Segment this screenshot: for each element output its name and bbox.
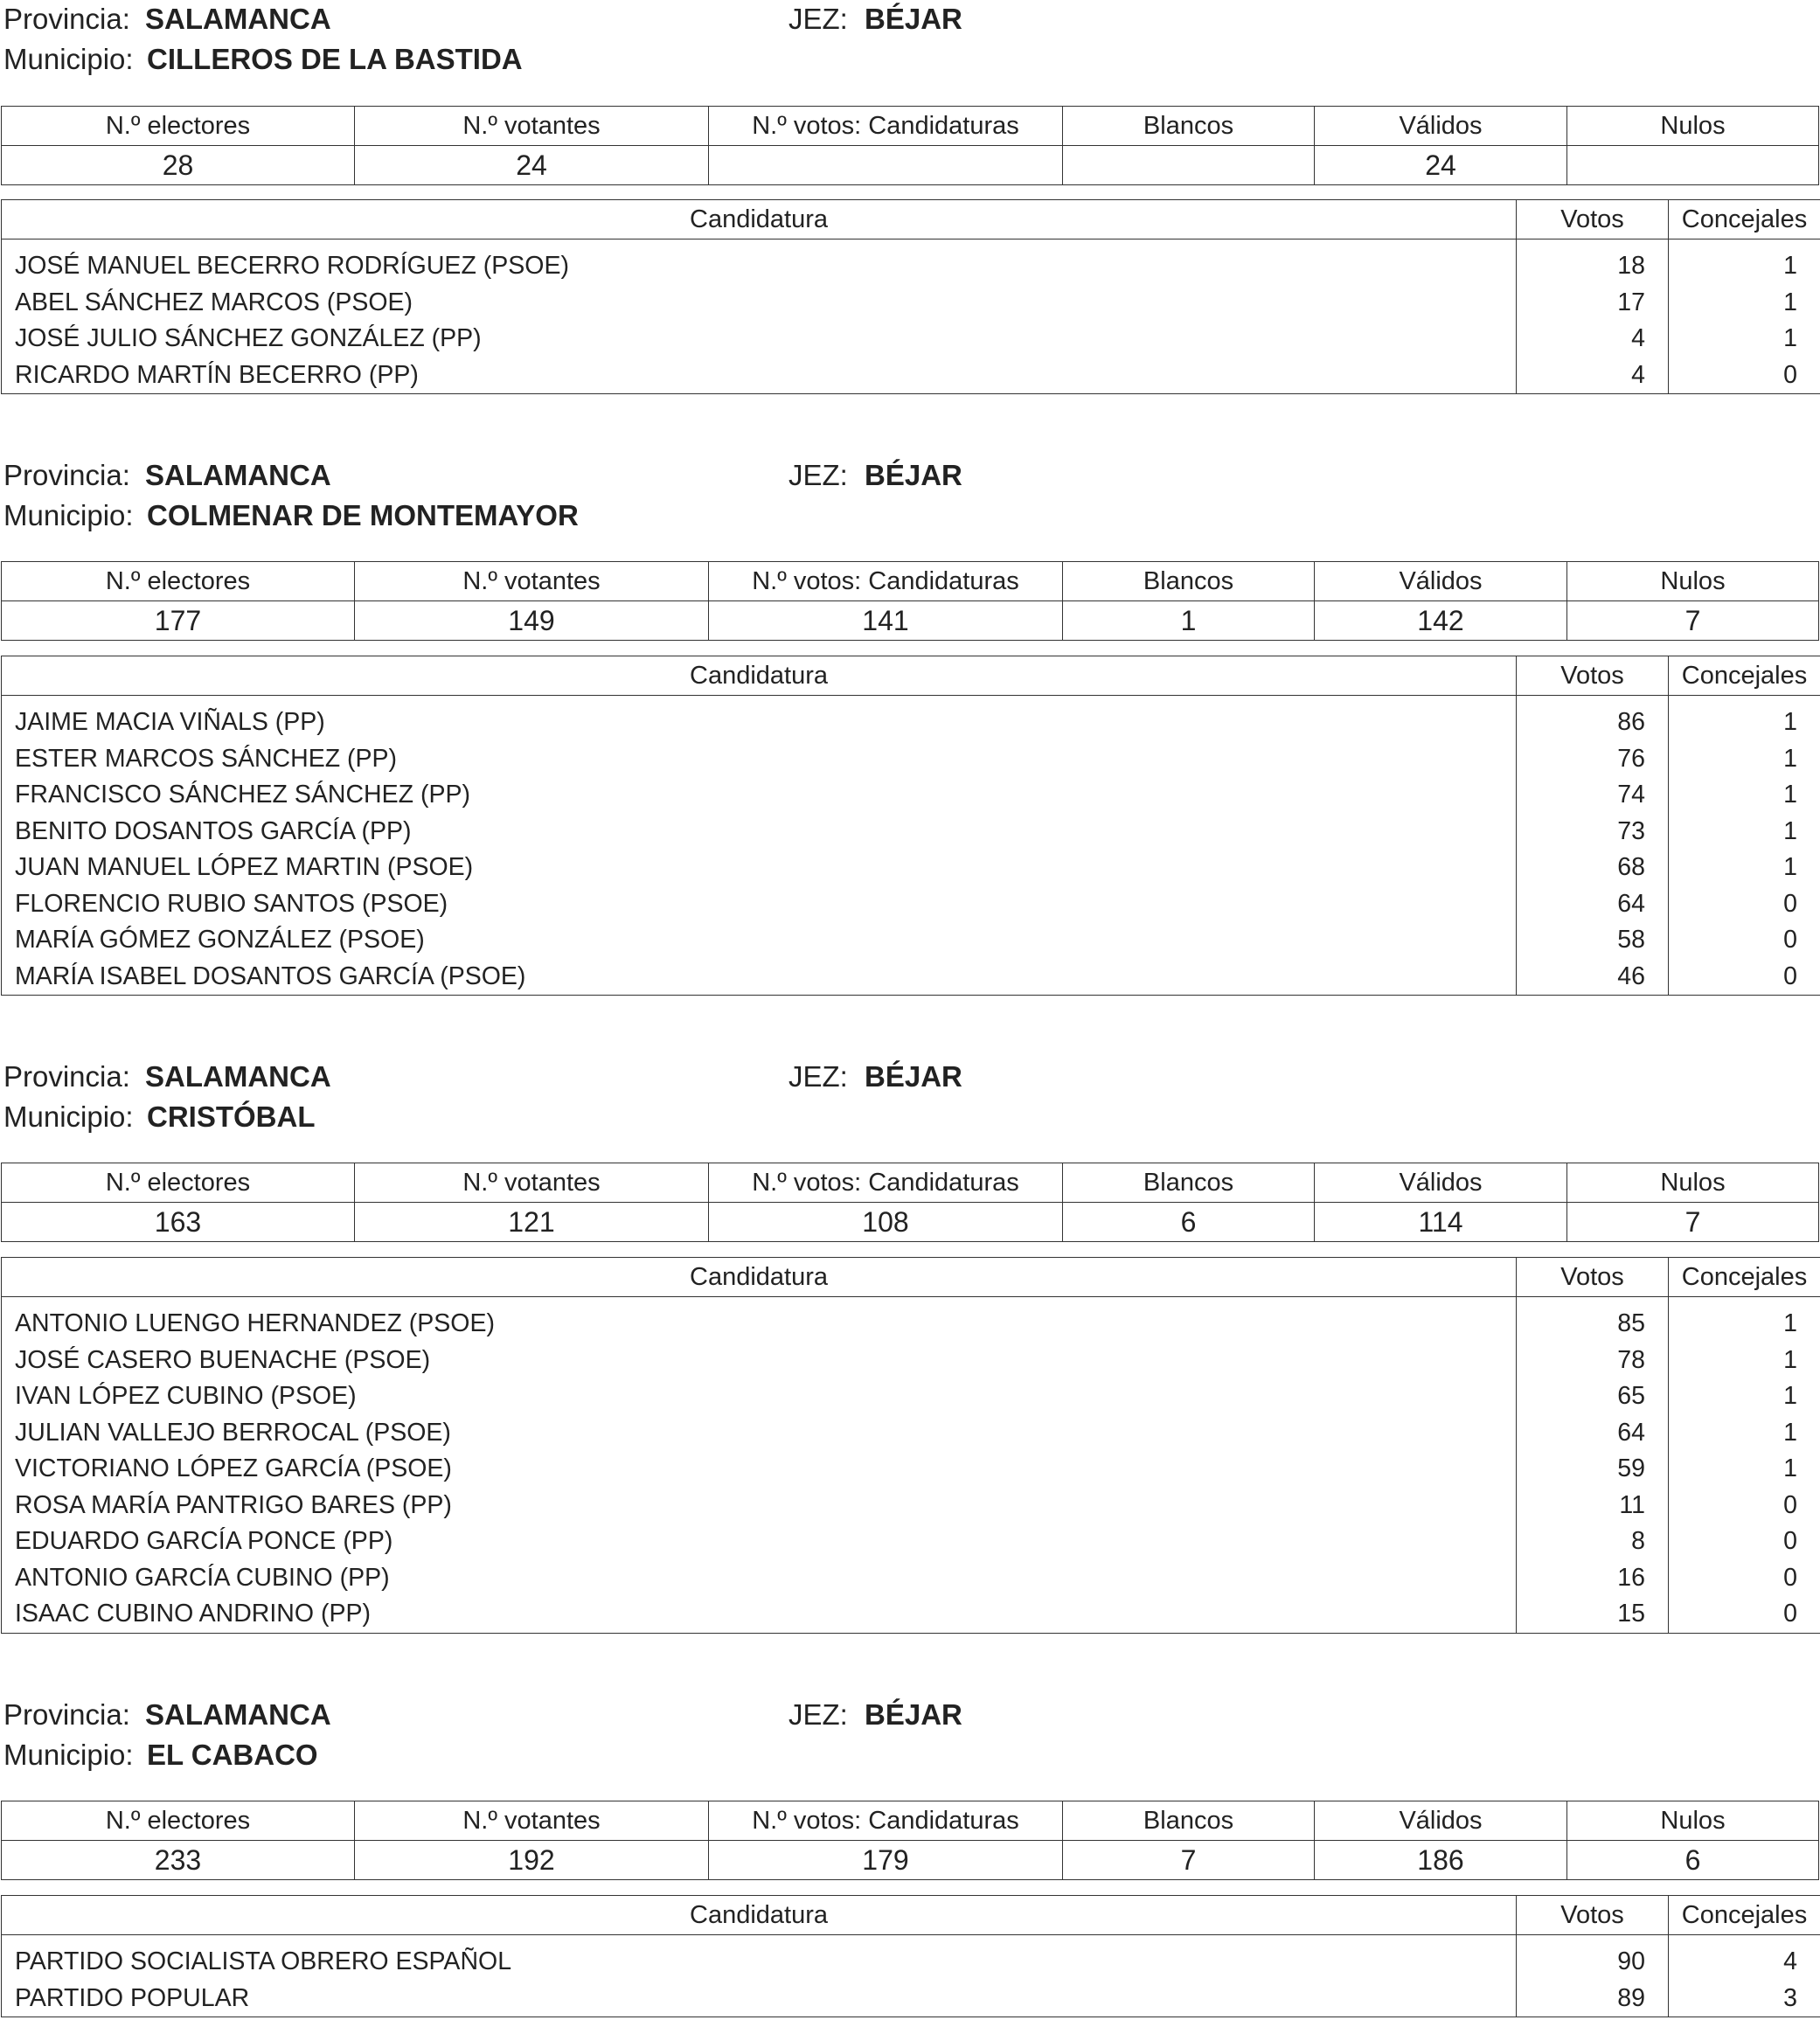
candidate-concejales: 0	[1669, 357, 1820, 394]
candidate-votos: 15	[1517, 1596, 1669, 1633]
spacer-cell	[2, 696, 1517, 705]
summary-value-electores: 177	[2, 601, 355, 641]
municipio-label: Municipio:	[3, 499, 134, 531]
candidate-row	[2, 850, 1820, 886]
candidate-votos: 85	[1517, 1306, 1669, 1343]
candidate-votos: 46	[1517, 959, 1669, 996]
candidate-name: PARTIDO SOCIALISTA OBRERO ESPAÑOL	[2, 1944, 1517, 1981]
candidate-concejales: 1	[1669, 705, 1820, 741]
summary-header-votantes: N.º votantes	[355, 107, 709, 146]
summary-header-row	[2, 107, 1819, 146]
candidate-concejales: 1	[1669, 777, 1820, 814]
summary-header-row	[2, 562, 1819, 601]
candidate-name: VICTORIANO LÓPEZ GARCÍA (PSOE)	[2, 1451, 1517, 1488]
spacer-cell	[1669, 1297, 1820, 1307]
candidate-concejales: 0	[1669, 886, 1820, 923]
spacer-row	[2, 696, 1820, 705]
candidates-header-row	[2, 1258, 1820, 1297]
candidatura-header: Candidatura	[2, 1896, 1517, 1935]
candidate-name: BENITO DOSANTOS GARCÍA (PP)	[2, 814, 1517, 850]
candidate-votos: 65	[1517, 1378, 1669, 1415]
candidate-votos: 68	[1517, 850, 1669, 886]
municipio-label: Municipio:	[3, 1739, 134, 1771]
candidate-name: JAIME MACIA VIÑALS (PP)	[2, 705, 1517, 741]
summary-header-nulos: Nulos	[1567, 1801, 1819, 1841]
summary-value-blancos: 6	[1063, 1203, 1315, 1242]
candidate-votos: 64	[1517, 1415, 1669, 1452]
summary-header-blancos: Blancos	[1063, 1801, 1315, 1841]
candidate-concejales: 1	[1669, 741, 1820, 778]
summary-header-validos: Válidos	[1315, 1163, 1567, 1203]
candidate-concejales: 0	[1669, 922, 1820, 959]
summary-header-votantes: N.º votantes	[355, 562, 709, 601]
summary-values-row	[2, 1203, 1819, 1242]
votos-header: Votos	[1517, 1896, 1669, 1935]
jez-label: JEZ:	[788, 459, 848, 491]
jez-label: JEZ:	[788, 3, 848, 35]
candidate-votos: 64	[1517, 886, 1669, 923]
candidate-concejales: 4	[1669, 1944, 1820, 1981]
votos-header: Votos	[1517, 656, 1669, 696]
candidate-votos: 89	[1517, 1981, 1669, 2017]
candidate-row	[2, 357, 1820, 394]
candidate-row	[2, 1378, 1820, 1415]
summary-value-blancos: 7	[1063, 1841, 1315, 1880]
summary-header-validos: Válidos	[1315, 562, 1567, 601]
summary-value-validos: 114	[1315, 1203, 1567, 1242]
candidate-concejales: 1	[1669, 1415, 1820, 1452]
summary-header-nulos: Nulos	[1567, 107, 1819, 146]
candidate-name: EDUARDO GARCÍA PONCE (PP)	[2, 1524, 1517, 1560]
provincia-value: SALAMANCA	[145, 3, 331, 35]
spacer-cell	[2, 1297, 1517, 1307]
provincia-label: Provincia:	[3, 1698, 130, 1731]
candidate-votos: 8	[1517, 1524, 1669, 1560]
candidate-row	[2, 741, 1820, 778]
provincia-value: SALAMANCA	[145, 459, 331, 491]
votos-header: Votos	[1517, 1258, 1669, 1297]
spacer-cell	[1669, 239, 1820, 249]
municipio-label: Municipio:	[3, 43, 134, 75]
candidate-name: ANTONIO LUENGO HERNANDEZ (PSOE)	[2, 1306, 1517, 1343]
concejales-header: Concejales	[1669, 1258, 1820, 1297]
summary-header-blancos: Blancos	[1063, 562, 1315, 601]
summary-value-votos-candidaturas: 141	[709, 601, 1063, 641]
summary-value-nulos	[1567, 146, 1819, 185]
candidate-name: FLORENCIO RUBIO SANTOS (PSOE)	[2, 886, 1517, 923]
candidates-header-row	[2, 656, 1820, 696]
spacer-cell	[1669, 696, 1820, 705]
candidates-table	[1, 656, 1820, 996]
candidate-concejales: 0	[1669, 1524, 1820, 1560]
summary-table	[1, 106, 1819, 185]
summary-header-votantes: N.º votantes	[355, 1163, 709, 1203]
summary-header-validos: Válidos	[1315, 1801, 1567, 1841]
candidate-row	[2, 922, 1820, 959]
summary-header-blancos: Blancos	[1063, 107, 1315, 146]
provincia-value: SALAMANCA	[145, 1060, 331, 1093]
summary-value-votantes: 192	[355, 1841, 709, 1880]
candidate-concejales: 1	[1669, 1451, 1820, 1488]
candidate-name: ANTONIO GARCÍA CUBINO (PP)	[2, 1560, 1517, 1597]
candidate-votos: 78	[1517, 1343, 1669, 1379]
candidates-header-row	[2, 200, 1820, 239]
summary-value-nulos: 7	[1567, 601, 1819, 641]
candidatura-header: Candidatura	[2, 656, 1517, 696]
summary-value-electores: 28	[2, 146, 355, 185]
summary-value-nulos: 6	[1567, 1841, 1819, 1880]
candidate-name: RICARDO MARTÍN BECERRO (PP)	[2, 357, 1517, 394]
summary-value-blancos	[1063, 146, 1315, 185]
summary-header-votos-candidaturas: N.º votos: Candidaturas	[709, 1163, 1063, 1203]
summary-header-validos: Válidos	[1315, 107, 1567, 146]
summary-header-row	[2, 1163, 1819, 1203]
spacer-cell	[1517, 1935, 1669, 1945]
candidate-row	[2, 285, 1820, 322]
candidate-name: ROSA MARÍA PANTRIGO BARES (PP)	[2, 1488, 1517, 1524]
summary-value-validos: 24	[1315, 146, 1567, 185]
candidate-row	[2, 1343, 1820, 1379]
candidate-votos: 58	[1517, 922, 1669, 959]
summary-value-blancos: 1	[1063, 601, 1315, 641]
candidate-row	[2, 1524, 1820, 1560]
candidate-row	[2, 1560, 1820, 1597]
summary-value-validos: 186	[1315, 1841, 1567, 1880]
candidate-name: ISAAC CUBINO ANDRINO (PP)	[2, 1596, 1517, 1633]
summary-header-votantes: N.º votantes	[355, 1801, 709, 1841]
jez-value: BÉJAR	[865, 459, 962, 491]
provincia-label: Provincia:	[3, 3, 130, 35]
candidate-concejales: 1	[1669, 285, 1820, 322]
municipio-value: CILLEROS DE LA BASTIDA	[147, 43, 523, 75]
candidate-row	[2, 1981, 1820, 2017]
summary-value-votos-candidaturas: 179	[709, 1841, 1063, 1880]
candidate-name: PARTIDO POPULAR	[2, 1981, 1517, 2017]
concejales-header: Concejales	[1669, 200, 1820, 239]
candidate-name: JUAN MANUEL LÓPEZ MARTIN (PSOE)	[2, 850, 1517, 886]
municipio-value: CRISTÓBAL	[147, 1100, 316, 1133]
candidate-concejales: 1	[1669, 1378, 1820, 1415]
candidate-votos: 74	[1517, 777, 1669, 814]
candidate-row	[2, 1415, 1820, 1452]
summary-value-votos-candidaturas: 108	[709, 1203, 1063, 1242]
candidate-row	[2, 777, 1820, 814]
summary-value-votantes: 24	[355, 146, 709, 185]
summary-header-votos-candidaturas: N.º votos: Candidaturas	[709, 1801, 1063, 1841]
summary-table	[1, 1801, 1819, 1880]
municipio-value: EL CABACO	[147, 1739, 318, 1771]
spacer-cell	[1517, 239, 1669, 249]
candidate-concejales: 0	[1669, 1560, 1820, 1597]
candidate-name: MARÍA ISABEL DOSANTOS GARCÍA (PSOE)	[2, 959, 1517, 996]
summary-header-blancos: Blancos	[1063, 1163, 1315, 1203]
summary-value-validos: 142	[1315, 601, 1567, 641]
spacer-row	[2, 1935, 1820, 1945]
jez-label: JEZ:	[788, 1060, 848, 1093]
summary-value-nulos: 7	[1567, 1203, 1819, 1242]
candidate-row	[2, 886, 1820, 923]
summary-value-votos-candidaturas	[709, 146, 1063, 185]
provincia-label: Provincia:	[3, 1060, 130, 1093]
candidatura-header: Candidatura	[2, 1258, 1517, 1297]
candidate-concejales: 1	[1669, 814, 1820, 850]
candidates-header-row	[2, 1896, 1820, 1935]
votos-header: Votos	[1517, 200, 1669, 239]
spacer-cell	[1669, 1935, 1820, 1945]
candidate-name: JOSÉ JULIO SÁNCHEZ GONZÁLEZ (PP)	[2, 321, 1517, 357]
spacer-cell	[2, 239, 1517, 249]
candidate-row	[2, 1488, 1820, 1524]
candidate-votos: 11	[1517, 1488, 1669, 1524]
summary-header-nulos: Nulos	[1567, 562, 1819, 601]
candidate-votos: 73	[1517, 814, 1669, 850]
summary-value-electores: 163	[2, 1203, 355, 1242]
spacer-row	[2, 239, 1820, 249]
candidate-concejales: 1	[1669, 248, 1820, 285]
spacer-cell	[2, 1935, 1517, 1945]
candidate-votos: 18	[1517, 248, 1669, 285]
summary-header-votos-candidaturas: N.º votos: Candidaturas	[709, 107, 1063, 146]
candidate-row	[2, 1306, 1820, 1343]
jez-label: JEZ:	[788, 1698, 848, 1731]
summary-value-votantes: 149	[355, 601, 709, 641]
summary-table	[1, 1163, 1819, 1242]
candidate-row	[2, 814, 1820, 850]
candidate-votos: 4	[1517, 357, 1669, 394]
candidate-name: IVAN LÓPEZ CUBINO (PSOE)	[2, 1378, 1517, 1415]
summary-table	[1, 561, 1819, 641]
candidate-name: MARÍA GÓMEZ GONZÁLEZ (PSOE)	[2, 922, 1517, 959]
candidate-name: JOSÉ MANUEL BECERRO RODRÍGUEZ (PSOE)	[2, 248, 1517, 285]
candidate-name: ESTER MARCOS SÁNCHEZ (PP)	[2, 741, 1517, 778]
candidate-name: JULIAN VALLEJO BERROCAL (PSOE)	[2, 1415, 1517, 1452]
candidatura-header: Candidatura	[2, 200, 1517, 239]
candidate-votos: 59	[1517, 1451, 1669, 1488]
provincia-value: SALAMANCA	[145, 1698, 331, 1731]
concejales-header: Concejales	[1669, 1896, 1820, 1935]
candidate-concejales: 0	[1669, 1488, 1820, 1524]
candidate-concejales: 1	[1669, 1343, 1820, 1379]
candidate-votos: 90	[1517, 1944, 1669, 1981]
candidate-votos: 76	[1517, 741, 1669, 778]
candidate-concejales: 3	[1669, 1981, 1820, 2017]
provincia-label: Provincia:	[3, 459, 130, 491]
candidate-row	[2, 705, 1820, 741]
candidate-votos: 16	[1517, 1560, 1669, 1597]
candidate-row	[2, 1596, 1820, 1633]
candidate-concejales: 1	[1669, 321, 1820, 357]
candidates-table	[1, 1895, 1820, 2017]
candidate-concejales: 1	[1669, 1306, 1820, 1343]
candidate-name: FRANCISCO SÁNCHEZ SÁNCHEZ (PP)	[2, 777, 1517, 814]
concejales-header: Concejales	[1669, 656, 1820, 696]
candidate-concejales: 0	[1669, 1596, 1820, 1633]
spacer-cell	[1517, 1297, 1669, 1307]
jez-value: BÉJAR	[865, 3, 962, 35]
summary-header-votos-candidaturas: N.º votos: Candidaturas	[709, 562, 1063, 601]
candidate-row	[2, 959, 1820, 996]
municipio-value: COLMENAR DE MONTEMAYOR	[147, 499, 579, 531]
summary-values-row	[2, 601, 1819, 641]
candidates-table	[1, 1257, 1820, 1634]
summary-values-row	[2, 146, 1819, 185]
summary-value-votantes: 121	[355, 1203, 709, 1242]
candidate-row	[2, 321, 1820, 357]
candidate-concejales: 0	[1669, 959, 1820, 996]
candidate-row	[2, 1451, 1820, 1488]
candidate-name: JOSÉ CASERO BUENACHE (PSOE)	[2, 1343, 1517, 1379]
candidate-concejales: 1	[1669, 850, 1820, 886]
summary-header-nulos: Nulos	[1567, 1163, 1819, 1203]
candidates-table	[1, 199, 1820, 394]
summary-value-electores: 233	[2, 1841, 355, 1880]
candidate-row	[2, 248, 1820, 285]
candidate-name: ABEL SÁNCHEZ MARCOS (PSOE)	[2, 285, 1517, 322]
summary-header-electores: N.º electores	[2, 107, 355, 146]
summary-header-electores: N.º electores	[2, 562, 355, 601]
summary-header-electores: N.º electores	[2, 1163, 355, 1203]
jez-value: BÉJAR	[865, 1698, 962, 1731]
candidate-votos: 17	[1517, 285, 1669, 322]
candidate-votos: 4	[1517, 321, 1669, 357]
jez-value: BÉJAR	[865, 1060, 962, 1093]
summary-values-row	[2, 1841, 1819, 1880]
municipio-label: Municipio:	[3, 1100, 134, 1133]
spacer-row	[2, 1297, 1820, 1307]
candidate-row	[2, 1944, 1820, 1981]
summary-header-electores: N.º electores	[2, 1801, 355, 1841]
spacer-cell	[1517, 696, 1669, 705]
summary-header-row	[2, 1801, 1819, 1841]
candidate-votos: 86	[1517, 705, 1669, 741]
